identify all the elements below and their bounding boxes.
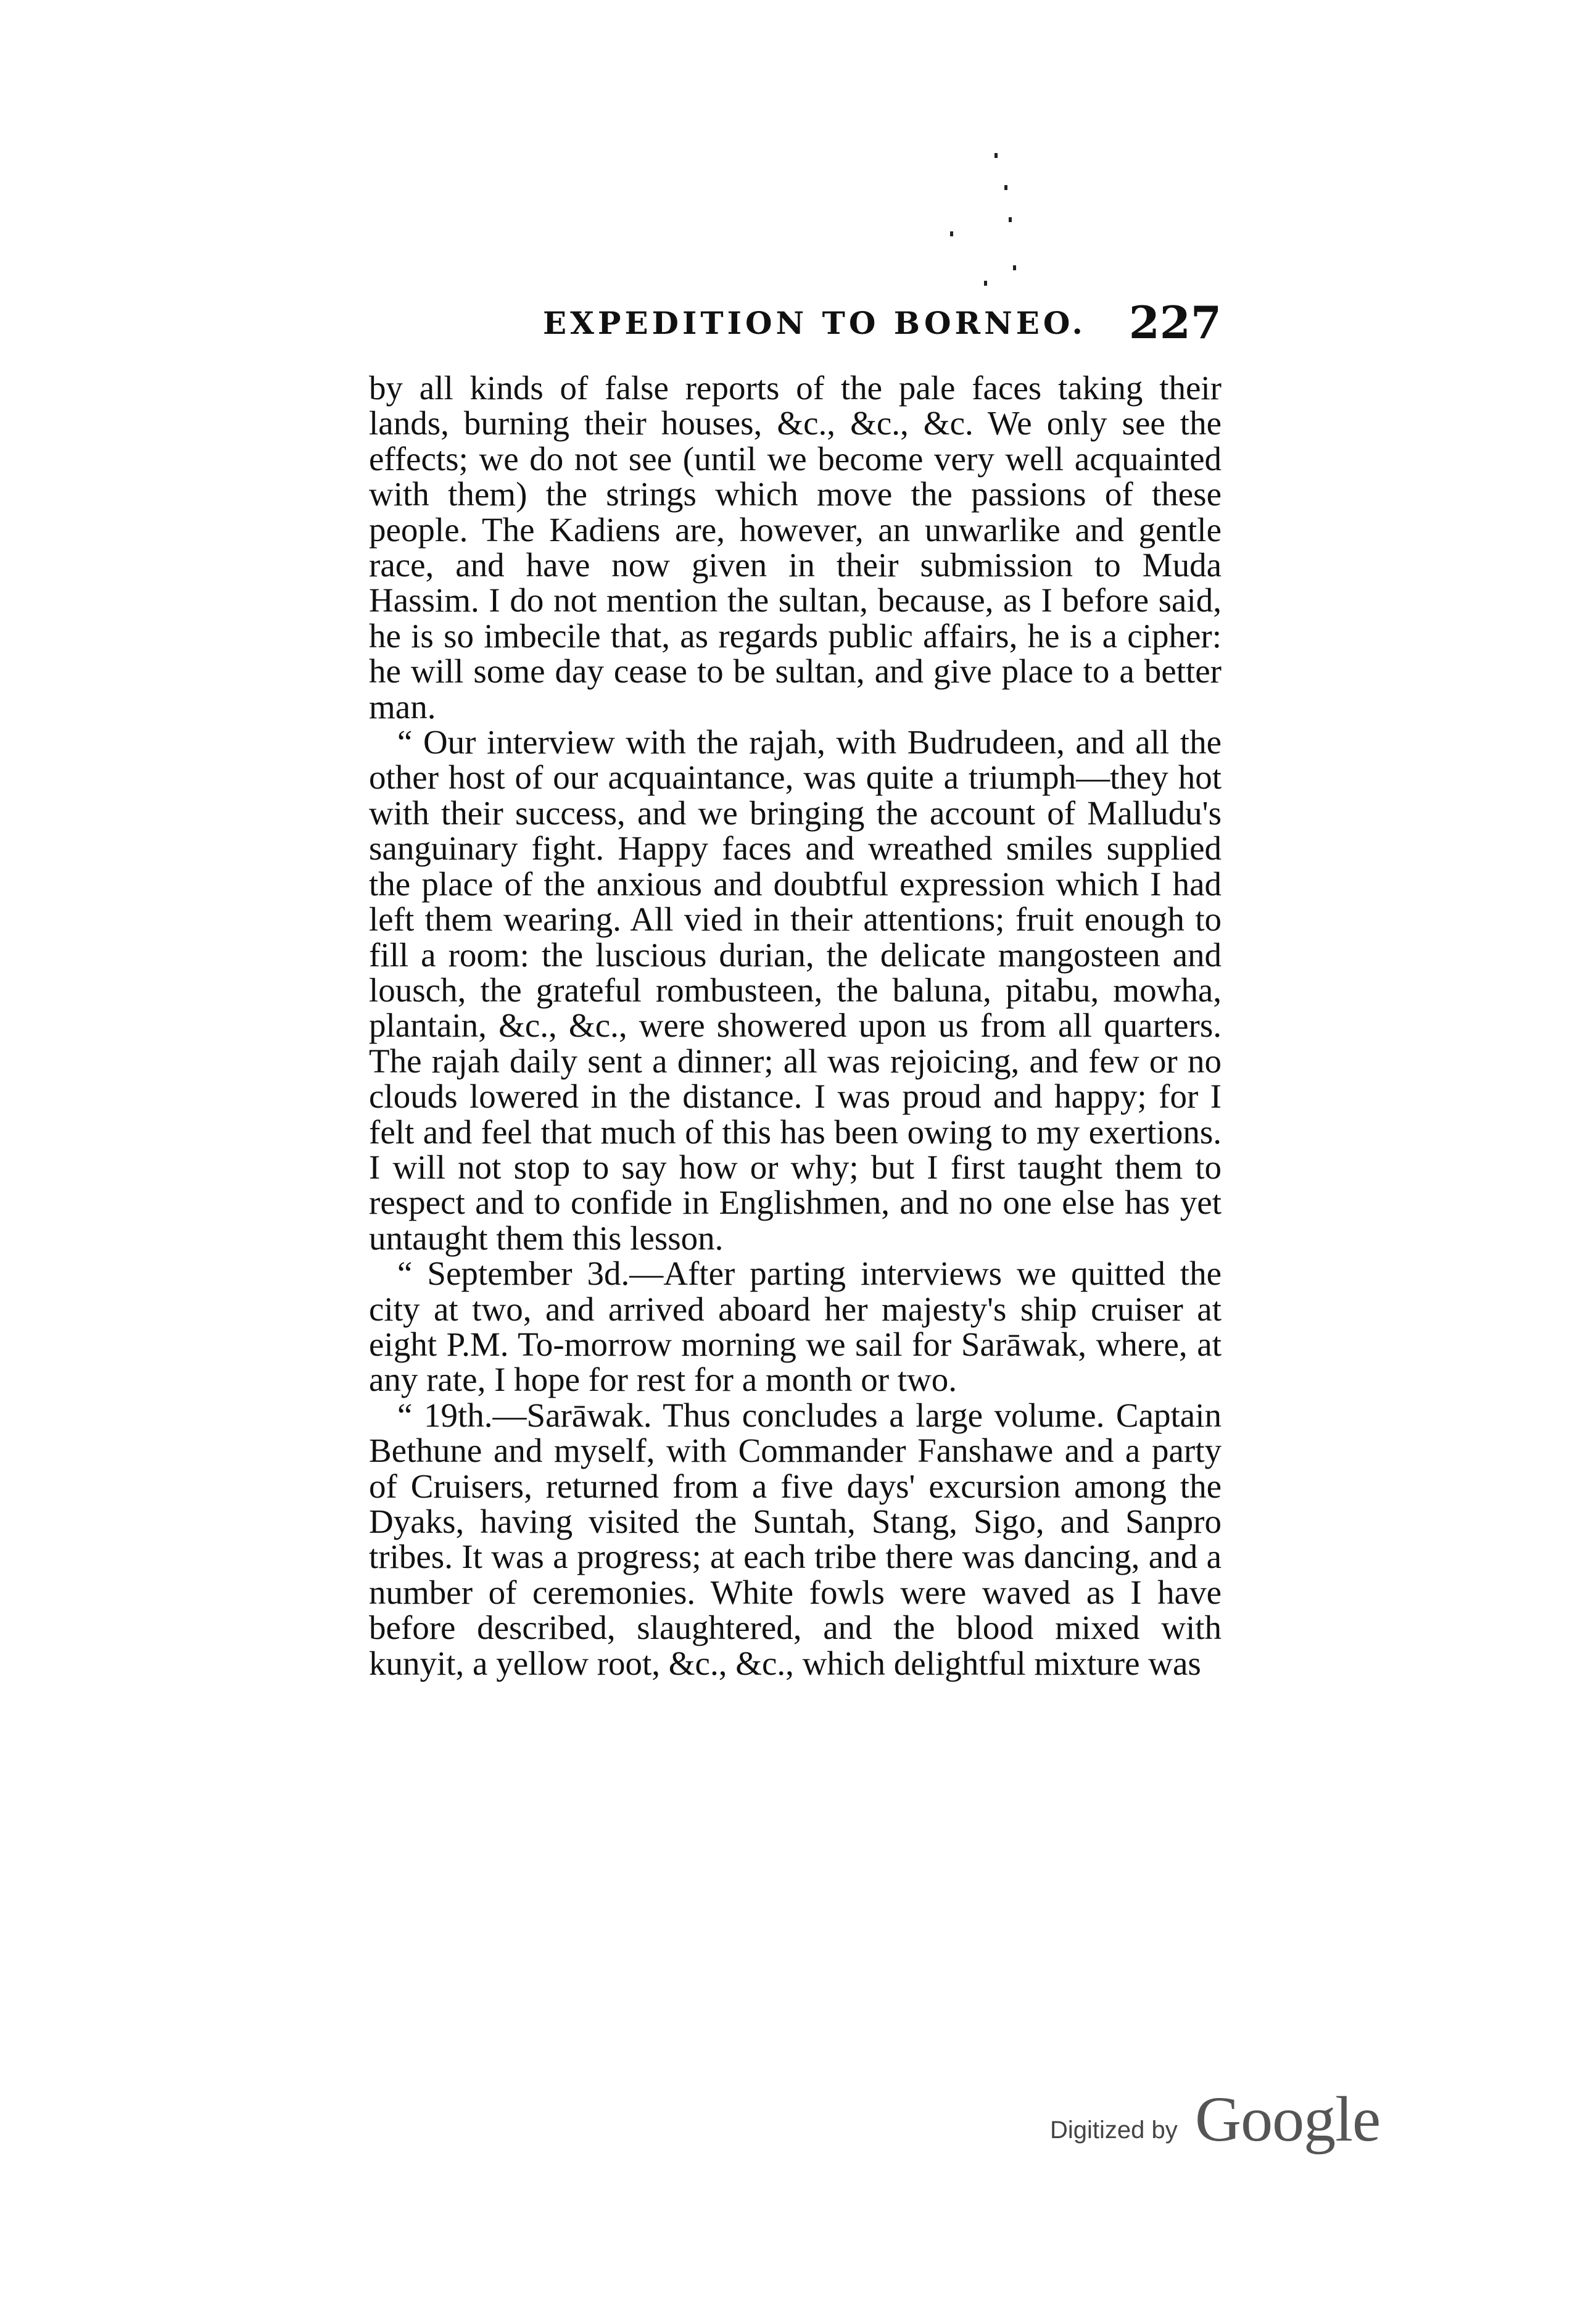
scan-speck: [1004, 185, 1007, 190]
scan-speck: [950, 231, 953, 236]
paragraph: “ September 3d.—After parting interviews we quitted the city at two, and arrived aboard her majesty's ship cruiser at eight P.M. To-morrow morning we sail for Sarāwak, where, at any rate, I hope for rest for a month or two.: [369, 1254, 1222, 1399]
digitized-by-google-watermark: [1050, 2083, 1395, 2155]
running-title: EXPEDITION TO BORNEO.: [543, 305, 1086, 341]
running-head: [370, 296, 1222, 349]
digitized-label: Digitized by: [1050, 2117, 1178, 2144]
paragraph: by all kinds of false reports of the pale faces taking their lands, burning their houses, &c., &c., &c. We only see the effects; we do not see (until we become very well acquainted with them) the strings which move the passions of these people. The Kadiens are, however, an unwarlike and gentle race, and have now given in their submission to Muda Hassim. I do not mention the sultan, because, as I before said, he is so imbecile that, as regards public affairs, he is a cipher: he will some day cease to be sultan, and give place to a better man.: [369, 369, 1222, 726]
scan-speck: [1009, 217, 1012, 222]
body-text: [369, 370, 1222, 1681]
google-logo: Google: [1195, 2084, 1381, 2155]
scan-speck: [1013, 265, 1016, 270]
paragraph: “ Our interview with the rajah, with Budrudeen, and all the other host of our acquaintance, was quite a triumph—they hot with their success, and we bringing the account of Malludu's sanguinary fight. Happy faces and wreathed smiles supplied the place of the anxious and doubtful expression which I had left them wearing. All vied in their attentions; fruit enough to fill a room: the luscious durian, the delicate mangosteen and lousch, the grateful rombusteen, the baluna, pitabu, mowha, plantain, &c., &c., were showered upon us from all quarters. The rajah daily sent a dinner; all was rejoicing, and few or no clouds lowered in the distance. I was proud and happy; for I felt and feel that much of this has been owing to my exertions. I will not stop to say how or why; but I first taught them to respect and to confide in Englishmen, and no one else has yet untaught them this lesson.: [369, 723, 1222, 1257]
paragraph: “ 19th.—Sarāwak. Thus concludes a large volume. Captain Bethune and myself, with Commander Fanshawe and a party of Cruisers, returned from a five days' excursion among the Dyaks, having visited the Suntah, Stang, Sigo, and Sanpro tribes. It was a progress; at each tribe there was dancing, and a number of ceremonies. White fowls were waved as I have before described, slaughtered, and the blood mixed with kunyit, a yellow root, &c., &c., which delightful mixture was: [369, 1396, 1222, 1682]
scan-speck: [994, 153, 998, 158]
scan-speck: [984, 281, 987, 286]
page-number: 227: [1128, 296, 1222, 349]
